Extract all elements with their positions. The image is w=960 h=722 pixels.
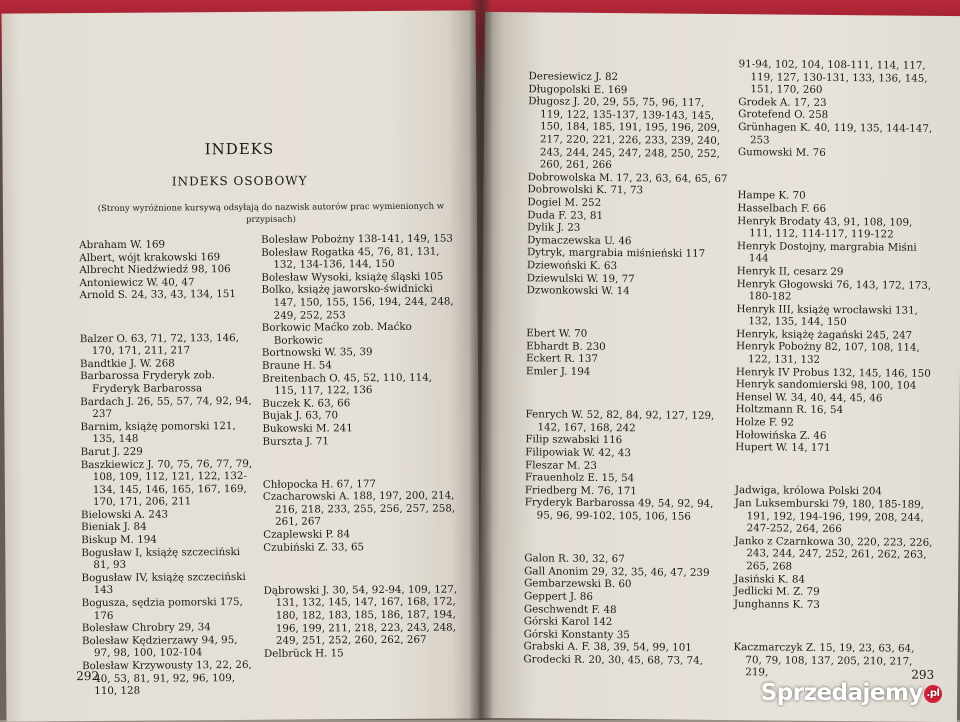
index-subtitle: INDEKS OSOBOWY: [171, 173, 308, 189]
index-entry: Breitenbach O. 45, 52, 110, 114, 115, 117, 122, 136: [262, 371, 433, 397]
index-entry: Dobrowolski K. 71, 73: [527, 183, 644, 197]
entry-gap: [524, 532, 724, 544]
index-entry: Bogusław IV, książę szczeciński 143: [81, 570, 246, 597]
index-note: (Strony wyróżnione kursywą odsyłają do nazwisk autorów prac wymienionych w przypisach): [97, 201, 445, 225]
index-entry: Grodecki R. 20, 30, 45, 68, 73, 74,: [523, 653, 704, 667]
watermark-text: Sprzedajemy: [760, 680, 923, 706]
index-entry: Holtzmann R. 16, 54: [735, 403, 844, 417]
index-entry: Górski Karol 142: [523, 615, 613, 629]
index-entry: Janko z Czarnkowa 30, 220, 223, 226, 243, 244, 247, 252, 261, 262, 263, 265, 268: [734, 534, 933, 573]
index-entry: Jan Luksemburski 79, 180, 185-189, 191, 192, 194-196, 199, 208, 244, 247-252, 264, 266: [734, 497, 925, 536]
index-entry: Bolko, książę jaworsko-świdnicki 147, 150, 155, 156, 194, 244, 248, 249, 252, 253: [261, 283, 454, 322]
entry-gap: [738, 169, 938, 181]
index-entry: Hensel W. 34, 40, 44, 45, 46: [735, 390, 883, 405]
index-entry: Grotefend O. 258: [738, 108, 829, 122]
index-entry: Dzwonkowski W. 14: [526, 284, 630, 298]
index-entry: Czacharowski A. 188, 197, 200, 214, 216, 218, 233, 255, 256, 257, 258, 261, 267: [262, 489, 456, 529]
index-entry: Bolesław Krzywousty 13, 22, 26, 40, 53, 81, 91, 92, 96, 109, 110, 128: [82, 658, 252, 698]
index-entry: Czubiński Z. 33, 65: [263, 540, 365, 554]
index-entry: Jadwiga, królowa Polski 204: [734, 484, 883, 498]
index-entry: Abraham W. 169: [79, 238, 166, 252]
index-entry: Górski Konstanty 35: [523, 628, 630, 641]
entry-gap: [263, 563, 457, 574]
index-entry: Bogusza, sędzia pomorski 175, 176: [81, 596, 243, 622]
index-entry: Jasiński K. 84: [734, 572, 806, 586]
index-entry: Bielowski A. 243: [80, 508, 169, 521]
index-entry: Filipowiak W. 42, 43: [525, 446, 631, 460]
index-title: INDEKS: [204, 139, 275, 159]
index-entry: Burszta J. 71: [262, 434, 329, 448]
entry-gap: [526, 388, 726, 400]
index-entry: Bolesław Chrobry 29, 34: [81, 621, 211, 635]
index-entry: Hołowińska Z. 46: [735, 428, 827, 442]
index-entry: Biskup M. 194: [81, 533, 157, 547]
index-entry: Gall Anonim 29, 32, 35, 46, 47, 239: [524, 565, 710, 579]
page-number-right: 293: [911, 667, 935, 682]
index-entry: Dymaczewska U. 46: [527, 234, 632, 247]
index-entry: Czaplewski P. 84: [263, 528, 351, 541]
index-entry: Dziewoński K. 63: [526, 259, 618, 272]
left-page: [2, 10, 481, 721]
index-entry: Galon R. 30, 32, 67: [524, 552, 625, 566]
index-entry: Barnim, książę pomorski 121, 135, 148: [80, 419, 236, 446]
index-entry: Braune H. 54: [261, 359, 332, 372]
index-entry: Henryk III, książę wrocławski 131, 132, 135, 144, 150: [736, 302, 919, 329]
index-entry: Bolesław Wysoki, książę śląski 105: [261, 270, 444, 284]
index-entry: Fryderyk Barbarossa 49, 54, 92, 94, 95, 96, 99-102, 105, 106, 156: [524, 496, 714, 523]
index-entry: Ebert W. 70: [526, 327, 588, 341]
index-entry: Balzer O. 63, 71, 72, 133, 146, 170, 171, 211, 217: [79, 331, 240, 358]
index-entry: Eckert R. 137: [526, 352, 599, 366]
index-entry: Fenrych W. 52, 82, 84, 92, 127, 129, 142, 167, 168, 242: [525, 408, 715, 435]
book-spine-shadow: [470, 0, 492, 720]
entry-gap: [80, 311, 252, 322]
index-entry: Kaczmarczyk Z. 15, 19, 23, 63, 64, 70, 79, 108, 137, 205, 210, 217, 219,: [733, 641, 915, 679]
index-entry: Henryk sandomierski 98, 100, 104: [735, 378, 917, 392]
index-entry: Geschwendt F. 48: [523, 602, 617, 616]
index-entry: Borkowic Maćko zob. Maćko Borkowic: [261, 320, 412, 347]
entry-gap: [734, 621, 934, 633]
index-entry: Bukowski M. 241: [262, 422, 353, 435]
index-entry: Junghanns K. 73: [733, 597, 820, 611]
index-entry: Jedlicki M. Z. 79: [733, 585, 820, 599]
index-entry: Bujak J. 63, 70: [262, 409, 339, 423]
index-entry: Henryk Pobożny 82, 107, 108, 114, 122, 131, 132: [736, 340, 920, 366]
index-entry: Bogusław I, książę szczeciński 81, 93: [81, 545, 241, 572]
index-entry: Henryk Dostojny, margrabia Miśni 144: [737, 239, 917, 265]
index-entry: Bolesław Pobożny 138-141, 149, 153: [261, 232, 454, 246]
index-entry: Henryk Głogowski 76, 143, 172, 173, 180-182: [736, 277, 932, 303]
index-entry: Deresiewicz J. 82: [528, 70, 619, 84]
index-entry: Holze F. 92: [735, 416, 795, 429]
index-entry: Bolesław Rogatka 45, 76, 81, 131, 132, 134-136, 144, 150: [261, 245, 440, 271]
index-entry: Bieniak J. 84: [81, 521, 147, 534]
right-page: [479, 12, 960, 722]
index-entry: Henryk Brodaty 43, 91, 108, 109, 111, 112, 114-117, 119-122: [737, 214, 913, 241]
index-entry: Długopolski E. 169: [528, 82, 628, 96]
right-column-2: [733, 58, 938, 680]
left-column-1: [79, 238, 254, 698]
index-entry: Antoniewicz W. 40, 47: [79, 276, 195, 289]
index-entry: Albert, wójt krakowski 169: [79, 250, 221, 264]
index-entry: Bolesław Kędzierzawy 94, 95, 97, 98, 100, 102-104: [81, 633, 238, 660]
index-entry: Hampe K. 70: [737, 189, 806, 203]
index-entry: Barbarossa Fryderyk zob. Fryderyk Barbarossa: [80, 369, 215, 395]
entry-gap: [526, 307, 726, 319]
index-entry: Baszkiewicz J. 70, 75, 76, 77, 79, 108, 109, 112, 121, 122, 132-134, 145, 146, 165, 167, 169, 170, 171, 206, 211: [80, 457, 253, 509]
index-entry: 91-94, 102, 104, 108-111, 114, 117, 119, 127, 130-131, 133, 136, 145, 151, 170, 260: [738, 58, 928, 97]
index-entry: Dytryk, margrabia miśnieński 117: [526, 246, 706, 261]
index-entry: Dylik J. 23: [527, 221, 581, 234]
index-entry: Grünhagen K. 40, 119, 135, 144-147, 253: [738, 121, 933, 146]
index-entry: Dobrowolska M. 17, 23, 63, 64, 65, 67: [527, 171, 728, 185]
index-entry: Henryk, książę żagański 245, 247: [736, 328, 913, 342]
index-entry: Grabski A. F. 38, 39, 54, 99, 101: [523, 640, 692, 655]
index-entry: Henryk IV Probus 132, 145, 146, 150: [735, 365, 931, 380]
index-entry: Henryk II, cesarz 29: [736, 265, 844, 278]
index-entry: Gumowski M. 76: [737, 146, 826, 160]
index-entry: Frauenholz E. 15, 54: [524, 471, 635, 485]
left-column-2: [261, 233, 458, 661]
index-entry: Dąbrowski J. 30, 54, 92-94, 109, 127, 131, 132, 145, 147, 167, 168, 172, 180, 182, 183, 185, 186, 187, 194, 196, 199, 211, 218, 223, 243, 248, 249, 251, 252, 260, 262, 267: [263, 583, 458, 647]
index-entry: Duda F. 23, 81: [527, 208, 604, 222]
index-entry: Barut J. 229: [80, 445, 143, 459]
right-column-1: [523, 70, 728, 667]
index-entry: Filip szwabski 116: [525, 433, 623, 447]
index-entry: Arnold S. 24, 33, 43, 134, 151: [79, 288, 236, 302]
entry-gap: [263, 457, 457, 468]
index-entry: Chłopocka H. 67, 177: [262, 477, 376, 491]
entry-gap: [735, 464, 935, 476]
index-entry: Ebhardt B. 230: [526, 340, 606, 353]
index-entry: Grodek A. 17, 23: [738, 95, 827, 109]
index-entry: Długosz J. 20, 29, 55, 75, 96, 117, 119, 122, 135-137, 139-143, 145, 150, 184, 185, 191, 195, 196, 209, 217, 220, 221, 226, 233, 239, 240, 243, 244, 245, 247, 248, 250, 252, 260, 261, 266: [528, 95, 721, 172]
index-entry: Emler J. 194: [525, 365, 591, 378]
sprzedajemy-watermark: [761, 680, 942, 706]
index-entry: Bandtkie J. W. 268: [79, 357, 175, 370]
index-entry: Fleszar M. 23: [525, 458, 597, 472]
watermark-dot-pl: .pl: [924, 685, 942, 703]
index-entry: Gembarzewski B. 60: [524, 577, 632, 591]
index-entry: Hupert W. 14, 171: [735, 441, 831, 455]
index-entry: Delbrück H. 15: [263, 647, 344, 660]
index-entry: Geppert J. 86: [523, 590, 593, 603]
index-entry: Friedberg M. 76, 171: [524, 484, 637, 498]
index-entry: Buczek K. 63, 66: [262, 396, 351, 410]
page-number-left: 292: [76, 668, 100, 684]
index-entry: Bortnowski W. 35, 39: [261, 346, 373, 360]
index-entry: Albrecht Niedźwiedź 98, 106: [79, 263, 231, 277]
index-entry: Bardach J. 26, 55, 57, 74, 92, 94, 237: [80, 394, 252, 421]
index-entry: Dogiel M. 252: [527, 196, 602, 209]
index-entry: Hasselbach F. 66: [737, 202, 827, 215]
index-entry: Dziewulski W. 19, 77: [526, 271, 635, 285]
